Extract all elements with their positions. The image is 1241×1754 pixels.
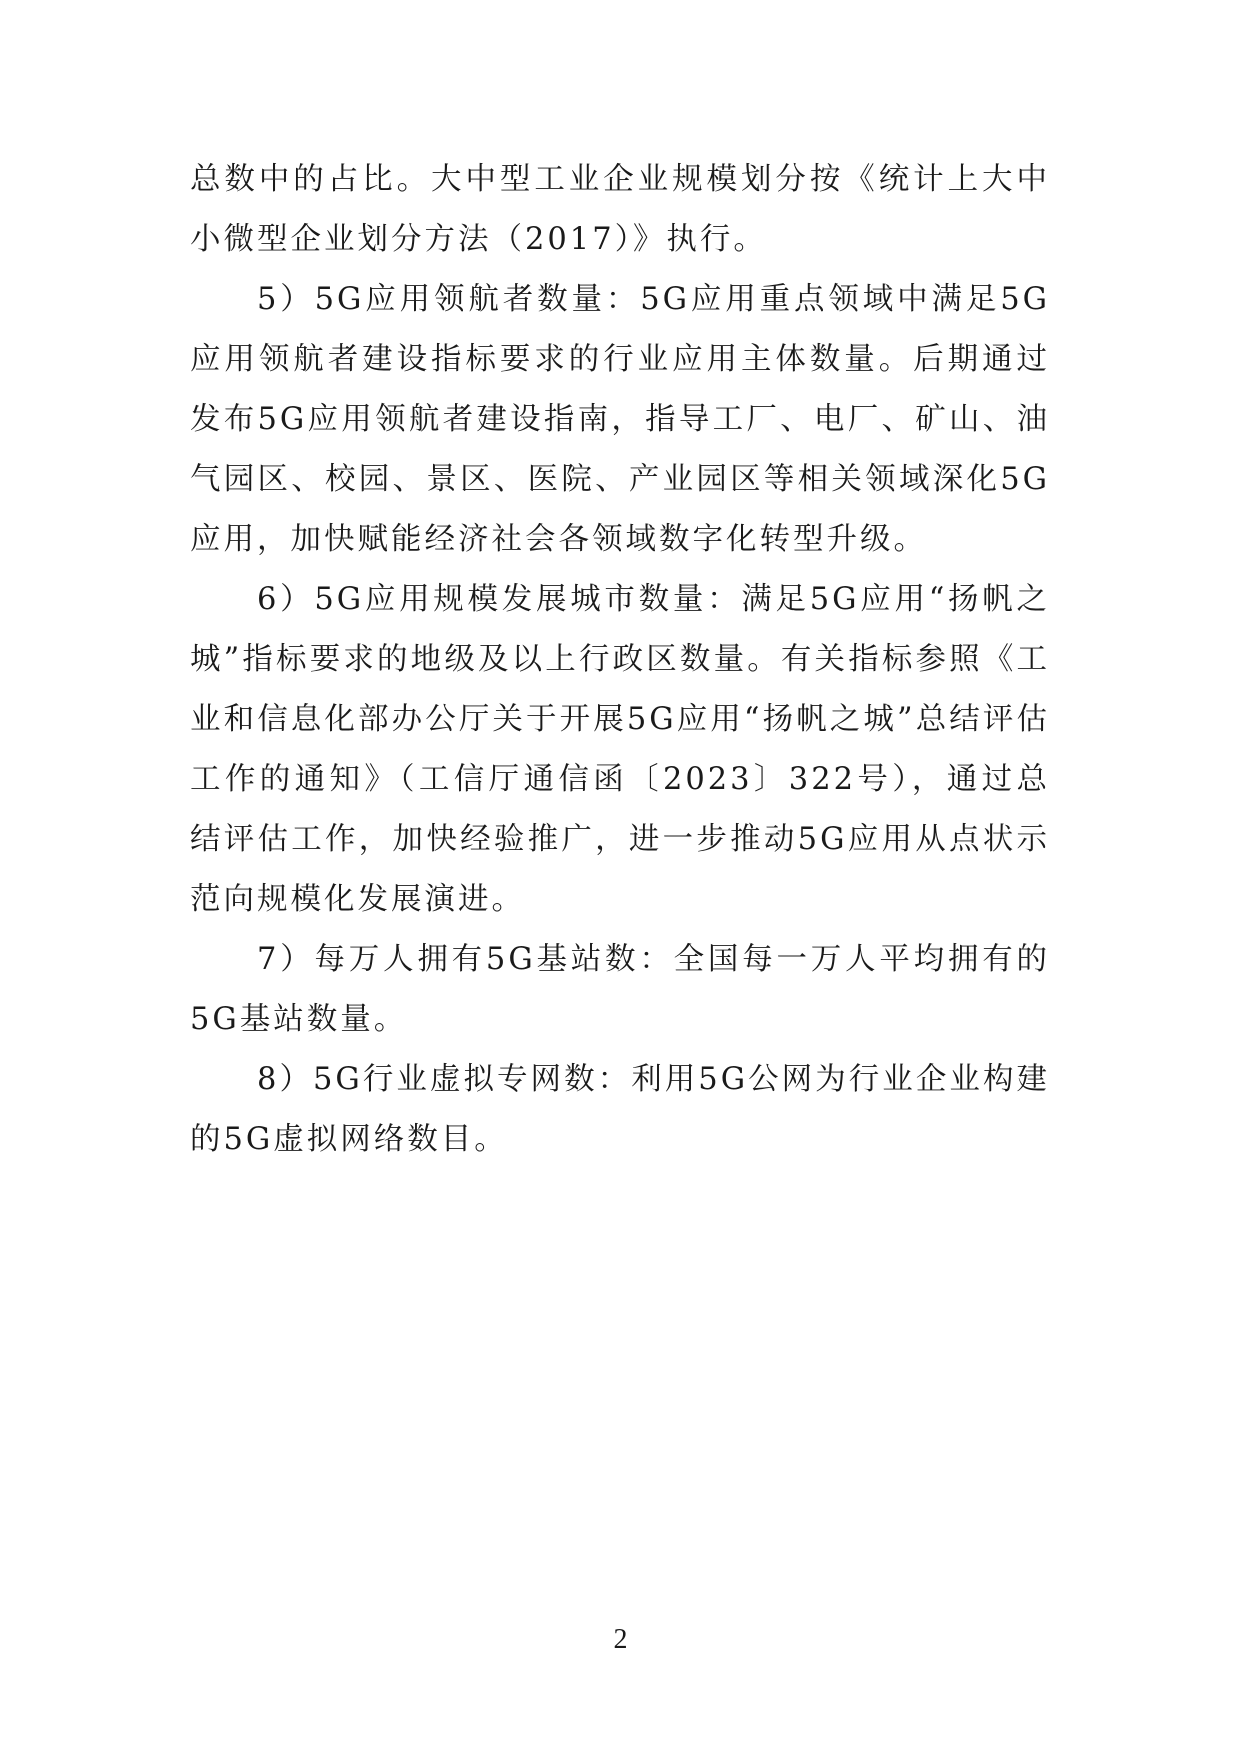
paragraph-item-6: 6）5G应用规模发展城市数量：满足5G应用“扬帆之城”指标要求的地级及以上行政区数量。有关指标参照《工业和信息化部办公厅关于开展5G应用“扬帆之城”总结评估工作的通知》（工信厅通信函〔2023〕322号），通过总结评估工作，加快经验推广，进一步推动5G应用从点状示范向规模化发展演进。 [190, 582, 1050, 917]
paragraph-item-5: 5）5G应用领航者数量：5G应用重点领域中满足5G应用领航者建设指标要求的行业应用主体数量。后期通过发布5G应用领航者建设指南，指导工厂、电厂、矿山、油气园区、校园、景区、医院、产业园区等相关领域深化5G应用，加快赋能经济社会各领域数字化转型升级。 [190, 282, 1050, 557]
paragraph-continuation: 总数中的占比。大中型工业企业规模划分按《统计上大中小微型企业划分方法（2017）》执行。 [190, 162, 1050, 257]
paragraph-item-7: 7）每万人拥有5G基站数：全国每一万人平均拥有的5G基站数量。 [190, 942, 1050, 1037]
page-number: 2 [613, 1624, 628, 1655]
paragraph-item-8: 8）5G行业虚拟专网数：利用5G公网为行业企业构建的5G虚拟网络数目。 [190, 1062, 1050, 1157]
document-body [190, 150, 1050, 1170]
